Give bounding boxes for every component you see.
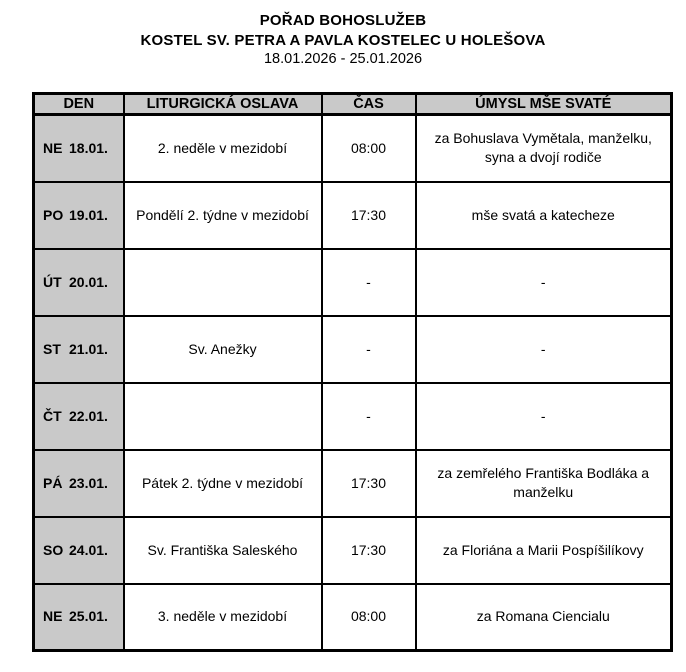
intention-cell: - <box>416 383 672 450</box>
day-date: 18.01. <box>69 139 108 156</box>
day-date: 24.01. <box>69 541 108 558</box>
celebration-cell: 2. neděle v mezidobí <box>124 115 322 182</box>
celebration-cell <box>124 249 322 316</box>
day-abbrev: PO <box>43 206 64 223</box>
document-subtitle: KOSTEL SV. PETRA A PAVLA KOSTELEC U HOLEŠOVA <box>140 31 546 49</box>
time-cell: - <box>322 249 416 316</box>
intention-cell: - <box>416 316 672 383</box>
day-abbrev: NE <box>43 608 63 625</box>
day-date: 19.01. <box>69 206 108 223</box>
day-abbrev: SO <box>43 541 64 558</box>
day-cell <box>34 584 124 651</box>
table-row <box>34 517 672 584</box>
day-date: 21.01. <box>69 340 108 357</box>
day-cell <box>34 182 124 249</box>
day-date: 25.01. <box>69 608 108 625</box>
day-cell <box>34 383 124 450</box>
day-cell <box>34 316 124 383</box>
table-row <box>34 115 672 182</box>
table-body <box>34 115 672 651</box>
document-title: POŘAD BOHOSLUŽEB <box>259 12 427 29</box>
table-head <box>34 94 672 115</box>
intention-cell: za zemřelého Františka Bodláka a manželku <box>416 450 672 517</box>
intention-cell: mše svatá a katecheze <box>416 182 672 249</box>
day-date: 20.01. <box>69 273 108 290</box>
schedule-table <box>32 92 673 652</box>
celebration-cell: Sv. Františka Saleského <box>124 517 322 584</box>
time-cell: 17:30 <box>322 182 416 249</box>
table-row <box>34 316 672 383</box>
time-cell: - <box>322 383 416 450</box>
table-row <box>34 249 672 316</box>
column-header-umysl-mse-svate: ÚMYSL MŠE SVATÉ <box>416 94 672 115</box>
day-cell <box>34 450 124 517</box>
table-row <box>34 182 672 249</box>
celebration-cell: Pondělí 2. týdne v mezidobí <box>124 182 322 249</box>
time-cell: 17:30 <box>322 517 416 584</box>
column-header-cas: ČAS <box>322 94 416 115</box>
document-header <box>0 0 686 70</box>
day-abbrev: PÁ <box>43 474 63 491</box>
intention-cell: za Romana Ciencialu <box>416 584 672 651</box>
day-abbrev: ČT <box>43 407 62 424</box>
table-row <box>34 450 672 517</box>
column-header-den: DEN <box>34 94 124 115</box>
date-range: 18.01.2026 - 25.01.2026 <box>263 51 423 67</box>
celebration-cell: Pátek 2. týdne v mezidobí <box>124 450 322 517</box>
day-cell <box>34 249 124 316</box>
day-abbrev: NE <box>43 139 63 156</box>
day-date: 23.01. <box>69 474 108 491</box>
intention-cell: - <box>416 249 672 316</box>
day-cell <box>34 115 124 182</box>
time-cell: 17:30 <box>322 450 416 517</box>
column-header-liturgicka-oslava: LITURGICKÁ OSLAVA <box>124 94 322 115</box>
intention-cell: za Bohuslava Vymětala, manželku, syna a dvojí rodiče <box>416 115 672 182</box>
time-cell: 08:00 <box>322 584 416 651</box>
intention-cell: za Floriána a Marii Pospíšilíkovy <box>416 517 672 584</box>
day-abbrev: ÚT <box>43 273 62 290</box>
table-row <box>34 584 672 651</box>
day-cell <box>34 517 124 584</box>
time-cell: 08:00 <box>322 115 416 182</box>
table-header-row <box>34 94 672 115</box>
celebration-cell: 3. neděle v mezidobí <box>124 584 322 651</box>
table-row <box>34 383 672 450</box>
day-date: 22.01. <box>69 407 108 424</box>
day-abbrev: ST <box>43 340 61 357</box>
celebration-cell: Sv. Anežky <box>124 316 322 383</box>
celebration-cell <box>124 383 322 450</box>
time-cell: - <box>322 316 416 383</box>
